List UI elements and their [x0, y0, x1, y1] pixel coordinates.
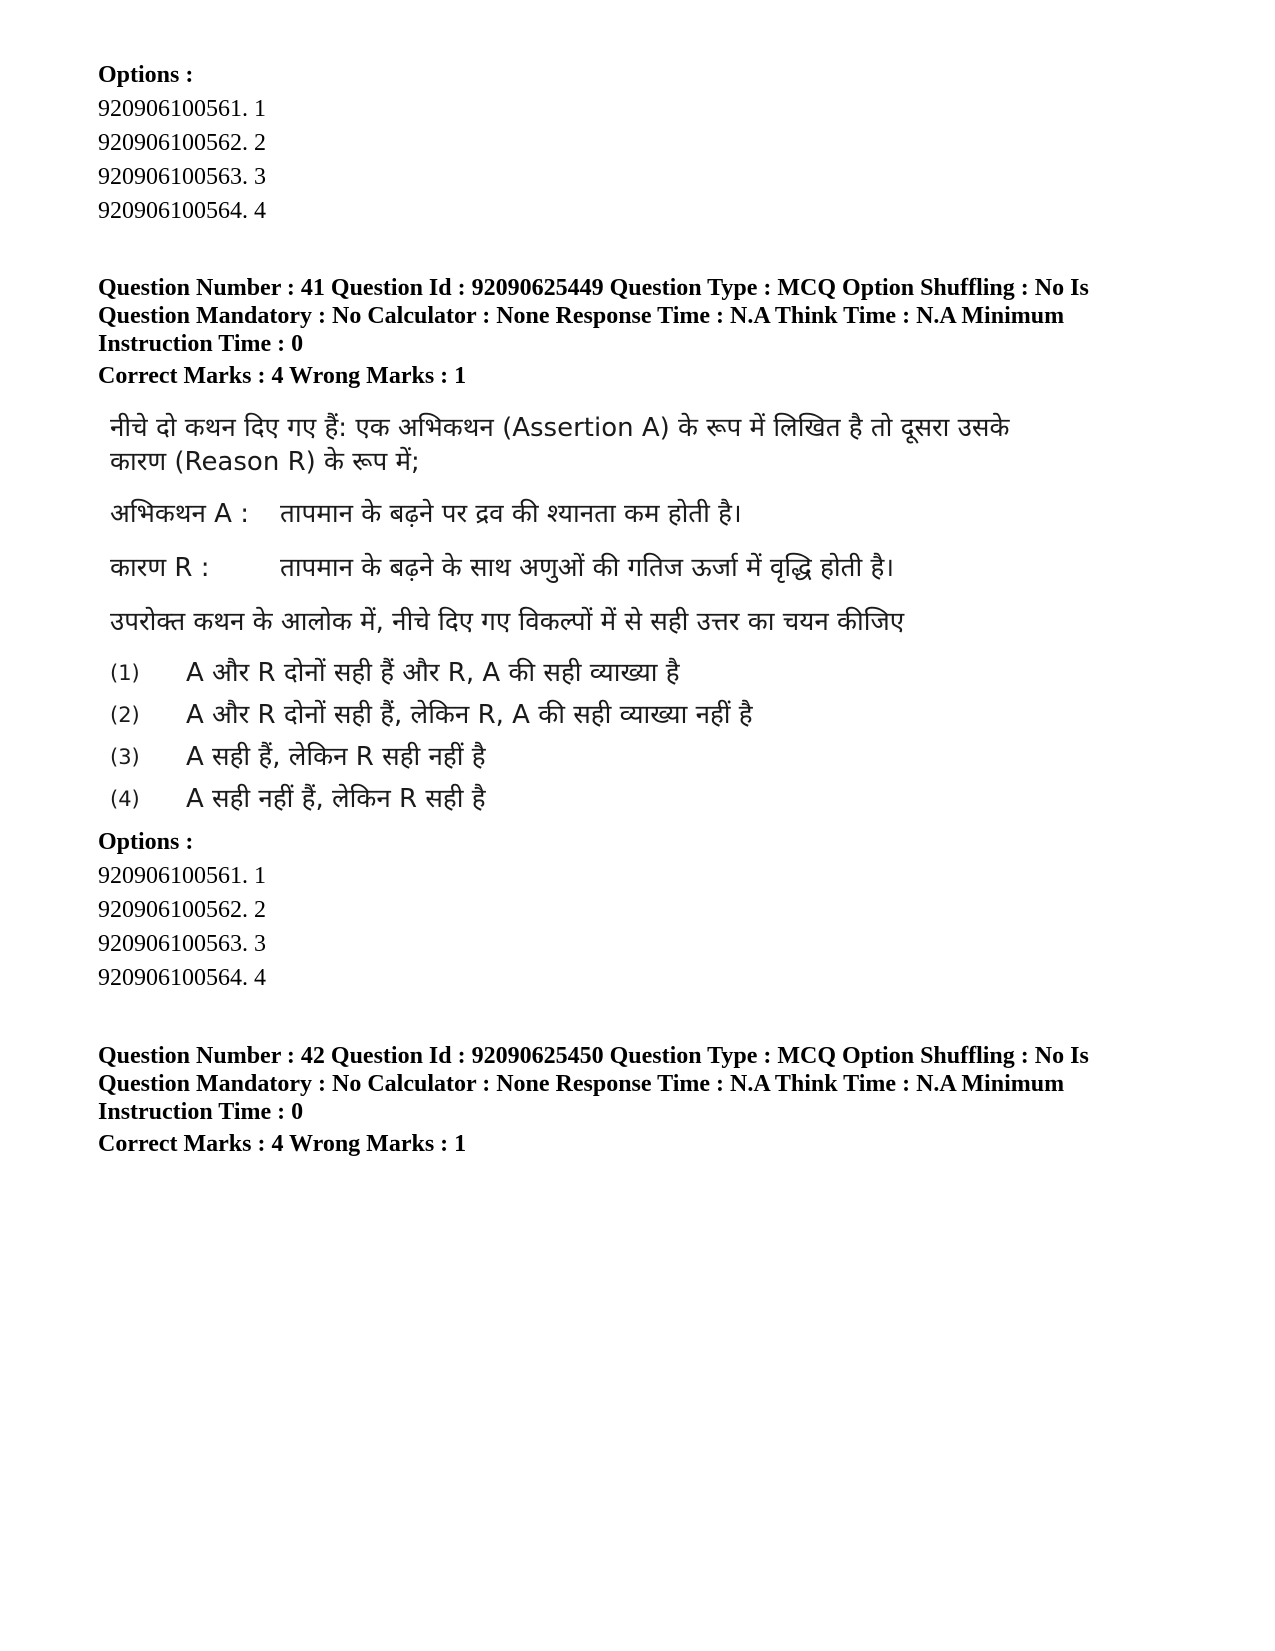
- option-item: 920906100564. 4: [98, 198, 266, 224]
- choice-number: (4): [110, 787, 140, 811]
- question-meta-line: Instruction Time : 0: [98, 331, 304, 357]
- option-item: 920906100564. 4: [98, 965, 266, 991]
- question-instruction: उपरोक्त कथन के आलोक में, नीचे दिए गए विकल्पों में से सही उत्तर का चयन कीजिए: [110, 607, 905, 637]
- choice-text: A सही नहीं हैं, लेकिन R सही है: [186, 784, 486, 814]
- question-41-options: [98, 825, 266, 995]
- option-item: 920906100562. 2: [98, 897, 266, 923]
- option-item: 920906100563. 3: [98, 164, 266, 190]
- assertion-text: तापमान के बढ़ने पर द्रव की श्यानता कम होती है।: [280, 499, 742, 529]
- reason-label: कारण R :: [110, 553, 210, 583]
- option-item: 920906100563. 3: [98, 931, 266, 957]
- question-meta-line: Instruction Time : 0: [98, 1099, 304, 1125]
- question-meta-line: Question Number : 41 Question Id : 92090625449 Question Type : MCQ Option Shuffling : No Is: [98, 275, 1089, 301]
- question-intro: नीचे दो कथन दिए गए हैं: एक अभिकथन (Assertion A) के रूप में लिखित है तो दूसरा उसके: [110, 413, 1010, 443]
- option-item: 920906100562. 2: [98, 130, 266, 156]
- question-41-marks: Correct Marks : 4 Wrong Marks : 1: [98, 363, 467, 389]
- choice-number: (2): [110, 703, 140, 727]
- option-item: 920906100561. 1: [98, 863, 266, 889]
- question-41-body: [98, 412, 1010, 842]
- question-42-meta: [98, 1042, 1178, 1126]
- choice-text: A और R दोनों सही हैं, लेकिन R, A की सही व्याख्या नहीं है: [186, 700, 753, 730]
- choice-number: (3): [110, 745, 140, 769]
- question-meta-line: Question Mandatory : No Calculator : None Response Time : N.A Think Time : N.A Minimum: [98, 1071, 1065, 1097]
- reason-text: तापमान के बढ़ने के साथ अणुओं की गतिज ऊर्जा में वृद्धि होती है।: [280, 553, 895, 583]
- choice-text: A और R दोनों सही हैं और R, A की सही व्याख्या है: [186, 658, 680, 688]
- choice-number: (1): [110, 661, 140, 685]
- assertion-label: अभिकथन A :: [110, 499, 249, 529]
- options-heading: Options :: [98, 62, 194, 88]
- top-options-block: [98, 58, 266, 228]
- question-41-meta: [98, 274, 1178, 358]
- choice-text: A सही हैं, लेकिन R सही नहीं है: [186, 742, 486, 772]
- question-meta-line: Question Mandatory : No Calculator : None Response Time : N.A Think Time : N.A Minimum: [98, 303, 1065, 329]
- question-intro: कारण (Reason R) के रूप में;: [110, 447, 420, 477]
- question-42-marks: Correct Marks : 4 Wrong Marks : 1: [98, 1131, 467, 1157]
- options-heading: Options :: [98, 829, 194, 855]
- option-item: 920906100561. 1: [98, 96, 266, 122]
- question-meta-line: Question Number : 42 Question Id : 92090625450 Question Type : MCQ Option Shuffling : No Is: [98, 1043, 1089, 1069]
